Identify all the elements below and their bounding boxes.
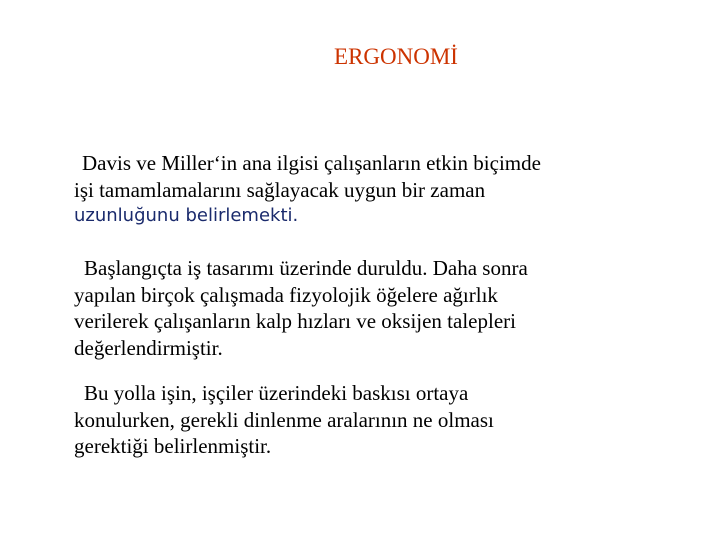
paragraph-2 (74, 255, 674, 361)
paragraph-2-line-1: Başlangıçta iş tasarımı üzerinde duruldu. Daha sonra (84, 256, 528, 280)
paragraph-1-emphasis: uzunluğunu belirlemekti. (74, 205, 299, 226)
paragraph-3-line-3: gerektiği belirlenmiştir. (74, 434, 272, 458)
paragraph-3-line-2: konulurken, gerekli dinlenme aralarının ne olması (74, 407, 494, 432)
paragraph-1-line-1: Davis ve Miller‘in ana ilgisi çalışanların etkin biçimde (82, 151, 541, 175)
paragraph-2-line-2: yapılan birçok çalışmada fizyolojik öğelere ağırlık (74, 282, 498, 307)
paragraph-1-line-2: işi tamamlamalarını sağlayacak uygun bir zaman (74, 177, 486, 202)
slide-title: ERGONOMİ (334, 44, 458, 69)
paragraph-1 (74, 150, 674, 230)
paragraph-3-line-1: Bu yolla işin, işçiler üzerindeki baskısı ortaya (84, 381, 469, 405)
paragraph-2-line-3: verilerek çalışanların kalp hızları ve oksijen talepleri (74, 309, 516, 333)
paragraph-2-line-4: değerlendirmiştir. (74, 335, 223, 360)
paragraph-3 (74, 380, 674, 460)
